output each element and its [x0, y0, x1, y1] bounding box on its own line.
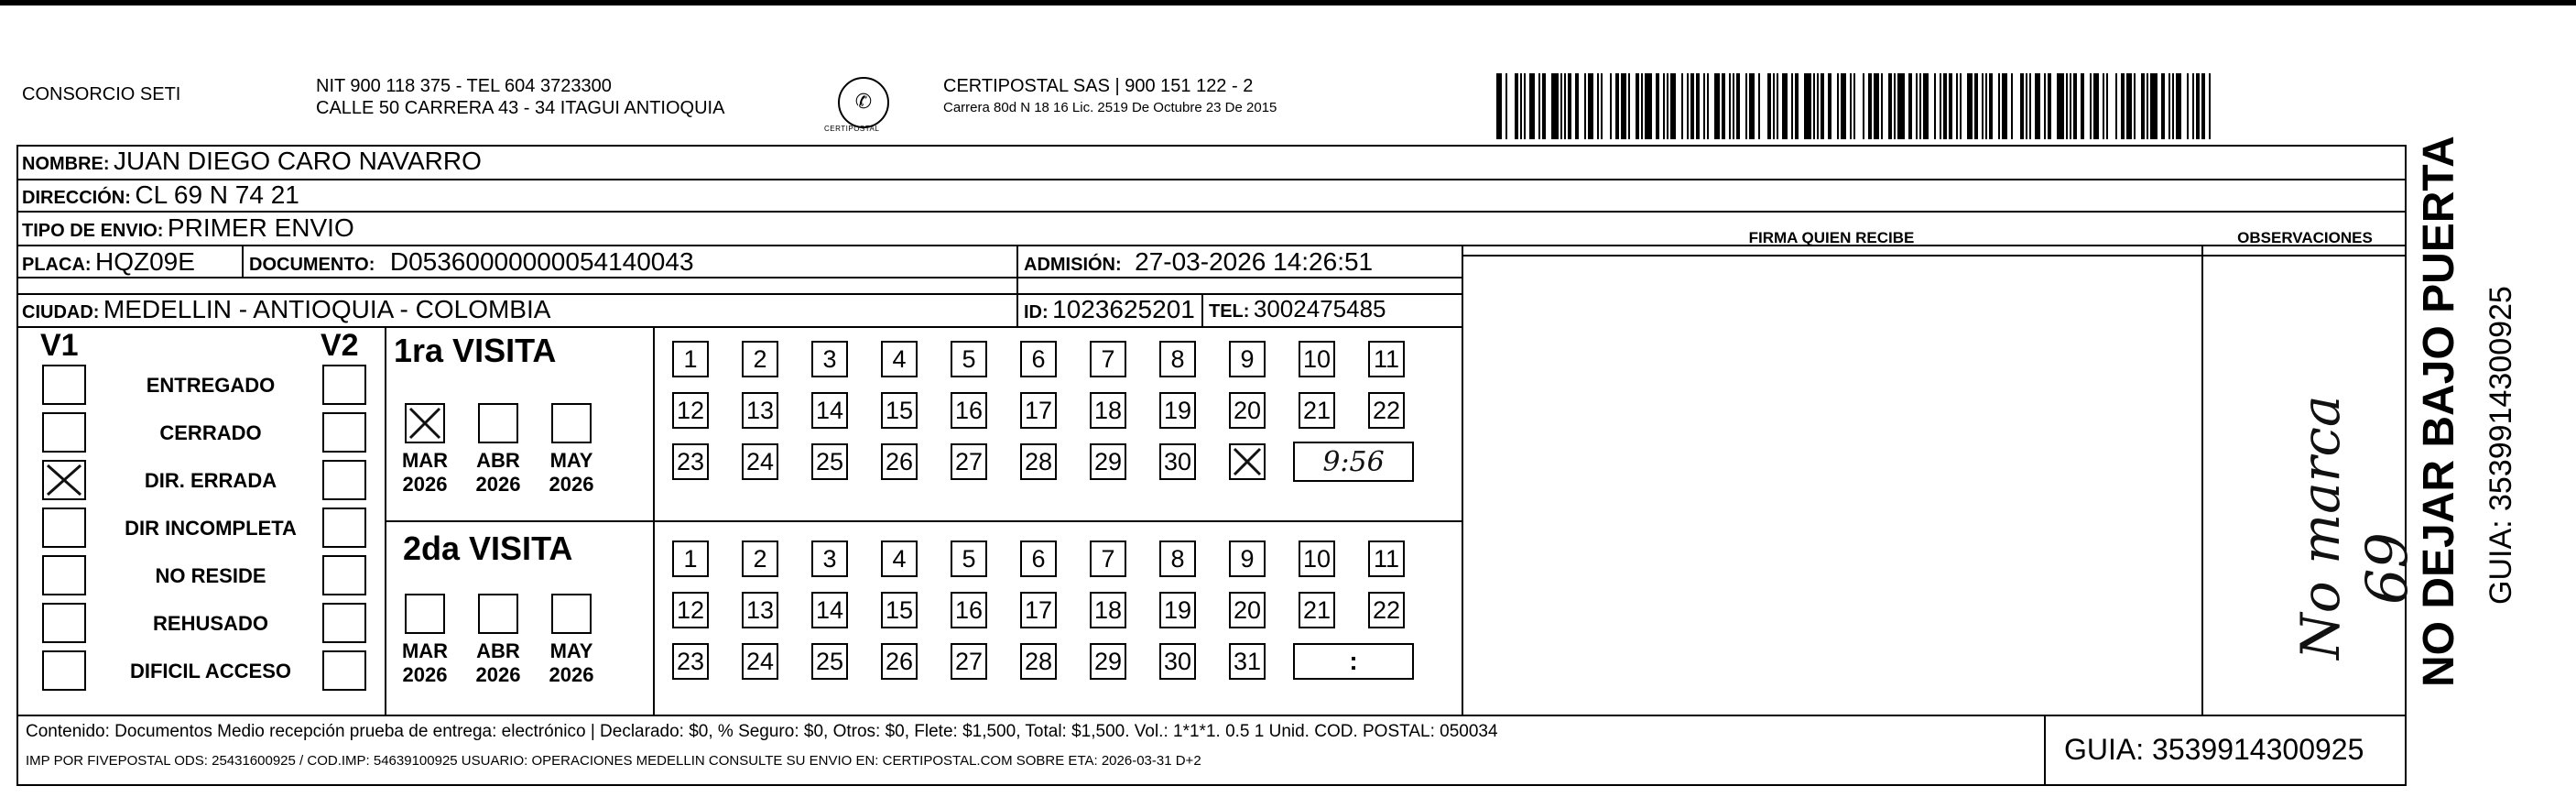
status-v1-checkbox[interactable] — [42, 365, 86, 405]
month-name: ABR — [476, 639, 520, 662]
row-divider — [16, 277, 1462, 278]
documento-field — [249, 247, 694, 277]
day-box[interactable]: 1 — [672, 341, 709, 377]
barcode-bar — [1863, 73, 1864, 139]
barcode-bar — [1636, 73, 1639, 139]
day-box[interactable]: 13 — [742, 392, 778, 429]
barcode-bar — [1505, 73, 1507, 139]
status-v1-checkbox[interactable] — [42, 508, 86, 548]
observaciones-label: OBSERVACIONES — [2237, 229, 2373, 246]
barcode-bar — [1745, 73, 1747, 139]
barcode-bar — [2090, 73, 2092, 139]
barcode-bar — [1575, 73, 1579, 139]
barcode-bar — [1621, 73, 1626, 139]
admision-field — [1024, 247, 1373, 277]
company-name: CONSORCIO SETI — [22, 84, 181, 104]
day-box[interactable]: 11 — [1368, 341, 1405, 377]
field-divider — [1201, 293, 1203, 326]
barcode-bar — [1974, 73, 1978, 139]
day-box[interactable]: 17 — [1020, 392, 1057, 429]
barcode-bar — [1641, 73, 1643, 139]
day-box[interactable]: 9 — [1229, 341, 1266, 377]
barcode-bar — [1960, 73, 1962, 139]
barcode-bar — [2141, 73, 2145, 139]
barcode-bar — [1949, 73, 1952, 139]
day-box[interactable]: 14 — [811, 592, 848, 628]
barcode-bar — [1837, 73, 1839, 139]
barcode-bar — [1782, 73, 1788, 139]
barcode-bar — [1908, 73, 1912, 139]
day-box[interactable]: 28 — [1020, 443, 1057, 480]
month-checkbox[interactable] — [405, 403, 445, 443]
month-name: MAY — [549, 449, 593, 472]
company-info — [316, 75, 724, 119]
day-box[interactable]: 3 — [811, 540, 848, 577]
month-year: 2026 — [475, 473, 521, 496]
day-box[interactable]: 7 — [1090, 540, 1126, 577]
status-v1-checkbox[interactable] — [42, 555, 86, 595]
barcode-bar — [1998, 73, 2000, 139]
placa-label: PLACA: — [22, 255, 92, 275]
carrier-info — [943, 75, 1277, 119]
month-checkbox[interactable] — [478, 403, 518, 443]
day-box[interactable]: 9 — [1229, 540, 1266, 577]
barcode-bar — [2057, 73, 2064, 139]
day-box[interactable]: 6 — [1020, 341, 1057, 377]
barcode-bar — [1881, 73, 1883, 139]
barcode-bar — [2150, 73, 2158, 139]
barcode-bar — [2209, 73, 2211, 139]
barcode-bar — [1777, 73, 1778, 139]
barcode-bar — [1584, 73, 1586, 139]
visit2-title: 2da VISITA — [403, 530, 573, 567]
barcode-bar — [2011, 73, 2013, 139]
day-box[interactable]: 22 — [1368, 592, 1405, 628]
admision-label: ADMISIÓN: — [1024, 255, 1122, 275]
barcode-bar — [1989, 73, 1993, 139]
day-box[interactable]: 4 — [881, 341, 918, 377]
day-box[interactable]: 26 — [881, 443, 918, 480]
day-box[interactable]: 27 — [951, 443, 987, 480]
footer-divider — [16, 715, 2407, 716]
status-v2-checkbox[interactable] — [322, 460, 366, 500]
day-box[interactable]: 17 — [1020, 592, 1057, 628]
day-box[interactable]: 20 — [1229, 392, 1266, 429]
day-box[interactable]: 16 — [951, 392, 987, 429]
day-box[interactable]: 23 — [672, 643, 709, 680]
barcode-bar — [1529, 73, 1535, 139]
barcode-bar — [2066, 73, 2068, 139]
barcode-bar — [1524, 73, 1526, 139]
barcode-bar — [1982, 73, 1984, 139]
barcode-bar — [1767, 73, 1771, 139]
barcode-bar — [1568, 73, 1571, 139]
barcode-bar — [2029, 73, 2031, 139]
barcode-bar — [1967, 73, 1973, 139]
placa-field — [22, 247, 195, 277]
barcode-bar — [1813, 73, 1815, 139]
visit1-time-field[interactable]: 9:56 — [1293, 442, 1414, 482]
status-v2-checkbox[interactable] — [322, 555, 366, 595]
month-label — [538, 449, 604, 497]
barcode-bar — [1821, 73, 1824, 139]
barcode-bar — [1888, 73, 1892, 139]
barcode-bar — [1919, 73, 1921, 139]
barcode-bar — [1733, 73, 1734, 139]
day-box[interactable]: 21 — [1299, 392, 1335, 429]
firma-label: FIRMA QUIEN RECIBE — [1748, 229, 1915, 246]
month-label — [392, 449, 458, 497]
barcode-bar — [2192, 73, 2194, 139]
barcode-bar — [1538, 73, 1540, 139]
address-line: CALLE 50 CARRERA 43 - 34 ITAGUI ANTIOQUIA — [316, 98, 725, 118]
v1-label: V1 — [40, 328, 79, 363]
barcode-bar — [1853, 73, 1855, 139]
day-box[interactable]: 2 — [742, 540, 778, 577]
v2-label: V2 — [321, 328, 359, 363]
day-box[interactable]: 29 — [1090, 443, 1126, 480]
barcode-bar — [1850, 73, 1852, 139]
barcode-bar — [1687, 73, 1689, 139]
barcode-bar — [2073, 73, 2077, 139]
barcode-bar — [1736, 73, 1740, 139]
placa-value: HQZ09E — [95, 247, 195, 276]
month-checkbox[interactable] — [551, 403, 592, 443]
barcode-bar — [1610, 73, 1612, 139]
nombre-row — [22, 147, 482, 176]
no-dejar-bajo-puerta: NO DEJAR BAJO PUERTA — [2415, 136, 2463, 687]
day-box[interactable]: 4 — [881, 540, 918, 577]
status-v1-checkbox[interactable] — [42, 460, 86, 500]
day-box[interactable]: 28 — [1020, 643, 1057, 680]
barcode-bar — [1841, 73, 1846, 139]
visit2-time-field[interactable]: : — [1293, 643, 1414, 680]
barcode-bar — [2147, 73, 2148, 139]
barcode-bar — [1628, 73, 1630, 139]
barcode-bar — [2070, 73, 2071, 139]
observaciones-note-line1: No marca — [2289, 395, 2352, 660]
status-v2-checkbox[interactable] — [322, 412, 366, 453]
day-box[interactable]: 18 — [1090, 392, 1126, 429]
barcode-bar — [2103, 73, 2104, 139]
barcode-bar — [1795, 73, 1799, 139]
day-box[interactable]: 1 — [672, 540, 709, 577]
field-divider — [1016, 245, 1018, 326]
id-value: 1023625201 — [1052, 295, 1195, 323]
day-box[interactable]: 24 — [742, 443, 778, 480]
status-v2-checkbox[interactable] — [322, 365, 366, 405]
day-box[interactable]: 30 — [1159, 643, 1196, 680]
certipostal-logo-icon: ✆ — [838, 77, 889, 128]
day-box[interactable]: 29 — [1090, 643, 1126, 680]
signature-area[interactable] — [1463, 257, 2200, 713]
barcode-bar — [2002, 73, 2007, 139]
status-v1-checkbox[interactable] — [42, 603, 86, 643]
month-name: MAR — [401, 639, 449, 662]
barcode-bar — [1791, 73, 1793, 139]
day-box[interactable]: 30 — [1159, 443, 1196, 480]
barcode-bar — [2172, 73, 2174, 139]
month-year: 2026 — [402, 663, 448, 686]
day-box[interactable]: 15 — [881, 592, 918, 628]
side-guia-number: GUIA: 3539914300925 — [2484, 286, 2518, 605]
status-label: NO RESIDE — [155, 564, 266, 587]
day-box[interactable]: 23 — [672, 443, 709, 480]
direccion-row — [22, 180, 299, 210]
barcode-bar — [2048, 73, 2051, 139]
barcode-bar — [2026, 73, 2027, 139]
field-divider — [242, 245, 244, 277]
tel-field — [1209, 295, 1386, 323]
row-divider — [16, 326, 1462, 328]
month-checkbox[interactable] — [405, 594, 445, 634]
day-box[interactable]: 22 — [1368, 392, 1405, 429]
day-box[interactable]: 26 — [881, 643, 918, 680]
month-label — [465, 449, 531, 497]
barcode-bar — [1663, 73, 1665, 139]
barcode-bar — [1722, 73, 1725, 139]
day-box[interactable]: 20 — [1229, 592, 1266, 628]
barcode-bar — [1804, 73, 1811, 139]
id-label: ID: — [1024, 302, 1049, 322]
status-label: REHUSADO — [153, 612, 268, 635]
barcode-bar — [1690, 73, 1694, 139]
nombre-label: NOMBRE: — [22, 154, 110, 174]
footer-content-line: Contenido: Documentos Medio recepción prueba de entrega: electrónico | Declarado: $0, % Seguro: $0, Otros: $0, Flete: $1,500, Total: $1,500. Vol.: 1*1*1. 0.5 1 Unid. COD. POSTAL: 050034 — [26, 722, 1498, 741]
barcode-bar — [1897, 73, 1905, 139]
observaciones-note-line2: 69 — [2353, 532, 2420, 605]
barcode-bar — [1868, 73, 1872, 139]
ciudad-label: CIUDAD: — [22, 302, 100, 322]
day-box[interactable]: 21 — [1299, 592, 1335, 628]
logo-label: CERTIPOSTAL — [824, 125, 880, 133]
month-year: 2026 — [402, 473, 448, 496]
day-box[interactable]: 2 — [742, 341, 778, 377]
barcode-bar — [1758, 73, 1760, 139]
direccion-value: CL 69 N 74 21 — [135, 180, 299, 209]
observations-divider — [2201, 245, 2203, 715]
barcode-bar — [1940, 73, 1941, 139]
status-v2-checkbox[interactable] — [322, 508, 366, 548]
barcode-bar — [1645, 73, 1652, 139]
admision-value: 27-03-2026 14:26:51 — [1135, 247, 1374, 276]
tipo-label: TIPO DE ENVIO: — [22, 221, 164, 241]
barcode-bar — [2115, 73, 2117, 139]
day-box[interactable]: 25 — [811, 443, 848, 480]
barcode-bar — [1956, 73, 1958, 139]
barcode-bar — [2134, 73, 2136, 139]
x-mark-icon — [1231, 445, 1264, 478]
month-checkbox[interactable] — [478, 594, 518, 634]
barcode-bar — [1916, 73, 1918, 139]
month-label — [392, 639, 458, 687]
barcode-bar — [2176, 73, 2181, 139]
barcode-bar — [2126, 73, 2132, 139]
barcode-bar — [1656, 73, 1659, 139]
month-name: MAR — [401, 449, 449, 472]
barcode-bar — [2201, 73, 2205, 139]
x-mark-icon — [44, 462, 84, 498]
status-label: ENTREGADO — [146, 374, 276, 397]
day-box[interactable]: 25 — [811, 643, 848, 680]
barcode-bar — [1943, 73, 1947, 139]
day-box[interactable]: 31 — [1229, 643, 1266, 680]
day-box[interactable]: 19 — [1159, 392, 1196, 429]
status-label: CERRADO — [159, 421, 262, 444]
top-border — [0, 0, 2576, 5]
day-box[interactable]: 12 — [672, 592, 709, 628]
carrier-license: Carrera 80d N 18 16 Lic. 2519 De Octubre 23 De 2015 — [943, 100, 1277, 115]
barcode-bar — [1714, 73, 1720, 139]
barcode-bar — [1923, 73, 1929, 139]
barcode-bar — [1588, 73, 1593, 139]
months-divider — [653, 326, 655, 715]
month-checkbox[interactable] — [551, 594, 592, 634]
day-box[interactable]: 16 — [951, 592, 987, 628]
barcode-bar — [1696, 73, 1700, 139]
barcode-bar — [1817, 73, 1819, 139]
visit1-title: 1ra VISITA — [394, 332, 557, 369]
row-divider — [16, 179, 2407, 180]
day-box[interactable]: 24 — [742, 643, 778, 680]
month-name: MAY — [549, 639, 593, 662]
status-label: DIR. ERRADA — [144, 469, 277, 492]
barcode-bar — [1560, 73, 1562, 139]
day-box-checked[interactable] — [1229, 443, 1266, 480]
barcode-bar — [2161, 73, 2165, 139]
day-box[interactable]: 10 — [1299, 540, 1335, 577]
x-mark-icon — [407, 405, 443, 442]
tel-value: 3002475485 — [1253, 295, 1386, 322]
status-v1-checkbox[interactable] — [42, 650, 86, 691]
ciudad-field — [22, 295, 550, 324]
barcode-bar — [1707, 73, 1709, 139]
day-box[interactable]: 7 — [1090, 341, 1126, 377]
barcode-bar — [1597, 73, 1599, 139]
barcode-bar — [1894, 73, 1896, 139]
ciudad-value: MEDELLIN - ANTIOQUIA - COLOMBIA — [103, 295, 551, 323]
barcode-bar — [2081, 73, 2084, 139]
day-box[interactable]: 8 — [1159, 341, 1196, 377]
month-year: 2026 — [549, 473, 594, 496]
day-box[interactable]: 10 — [1299, 341, 1335, 377]
barcode-bar — [1515, 73, 1518, 139]
barcode-bar — [1773, 73, 1775, 139]
day-box[interactable]: 27 — [951, 643, 987, 680]
month-name: ABR — [476, 449, 520, 472]
barcode-bar — [1601, 73, 1603, 139]
documento-label: DOCUMENTO: — [249, 255, 375, 275]
nombre-value: JUAN DIEGO CARO NAVARRO — [114, 147, 482, 175]
day-box[interactable]: 19 — [1159, 592, 1196, 628]
guia-number: GUIA: 3539914300925 — [2064, 733, 2364, 766]
barcode-bar — [2121, 73, 2125, 139]
month-year: 2026 — [549, 663, 594, 686]
barcode-bar — [1551, 73, 1559, 139]
month-label — [538, 639, 604, 687]
day-box[interactable]: 15 — [881, 392, 918, 429]
barcode-bar — [1703, 73, 1705, 139]
status-v2-checkbox[interactable] — [322, 650, 366, 691]
status-v2-checkbox[interactable] — [322, 603, 366, 643]
tipo-value: PRIMER ENVIO — [167, 213, 354, 242]
day-box[interactable]: 6 — [1020, 540, 1057, 577]
day-box[interactable]: 14 — [811, 392, 848, 429]
barcode-bar — [1667, 73, 1668, 139]
barcode-bar — [1542, 73, 1546, 139]
day-box[interactable]: 12 — [672, 392, 709, 429]
day-box[interactable]: 5 — [951, 540, 987, 577]
id-field — [1024, 295, 1195, 324]
status-divider — [385, 326, 386, 715]
visit-divider — [385, 520, 1462, 522]
barcode-bar — [1520, 73, 1522, 139]
status-label: DIR INCOMPLETA — [125, 517, 297, 540]
barcode-bar — [2093, 73, 2099, 139]
day-box[interactable]: 18 — [1090, 592, 1126, 628]
barcode-bar — [1934, 73, 1936, 139]
day-box[interactable]: 13 — [742, 592, 778, 628]
tel-label: TEL: — [1209, 301, 1250, 322]
month-year: 2026 — [475, 663, 521, 686]
carrier-line: CERTIPOSTAL SAS | 900 151 122 - 2 — [943, 76, 1254, 96]
barcode-bar — [1615, 73, 1619, 139]
barcode-bar — [2035, 73, 2040, 139]
barcode-bar — [2168, 73, 2170, 139]
tipo-row — [22, 213, 354, 243]
barcode-bar — [1828, 73, 1831, 139]
row-divider — [16, 211, 2407, 213]
barcode-icon — [1496, 73, 2229, 139]
barcode-bar — [1670, 73, 1676, 139]
barcode-bar — [2196, 73, 2200, 139]
footer-print-line: IMP POR FIVEPOSTAL ODS: 25431600925 / COD.IMP: 54639100925 USUARIO: OPERACIONES MEDELLIN CONSULTE SU ENVIO EN: CERTIPOSTAL.COM SOBRE ETA: 2026-03-31 D+2 — [26, 753, 1201, 769]
barcode-bar — [2044, 73, 2046, 139]
barcode-bar — [1874, 73, 1879, 139]
barcode-bar — [1729, 73, 1731, 139]
status-v1-checkbox[interactable] — [42, 412, 86, 453]
direccion-label: DIRECCIÓN: — [22, 188, 131, 208]
barcode-bar — [2020, 73, 2024, 139]
barcode-bar — [2187, 73, 2189, 139]
barcode-bar — [1681, 73, 1683, 139]
barcode-bar — [1564, 73, 1566, 139]
day-box[interactable]: 3 — [811, 341, 848, 377]
day-box[interactable]: 5 — [951, 341, 987, 377]
barcode-bar — [2106, 73, 2108, 139]
barcode-bar — [1985, 73, 1987, 139]
barcode-bar — [1496, 73, 1502, 139]
day-box[interactable]: 11 — [1368, 540, 1405, 577]
day-box[interactable]: 8 — [1159, 540, 1196, 577]
barcode-bar — [1749, 73, 1755, 139]
month-label — [465, 639, 531, 687]
status-label: DIFICIL ACCESO — [129, 660, 291, 682]
footer-box-divider — [2044, 715, 2046, 786]
nit-line: NIT 900 118 375 - TEL 604 3723300 — [316, 76, 612, 96]
documento-value: D05360000000054140043 — [389, 247, 694, 276]
